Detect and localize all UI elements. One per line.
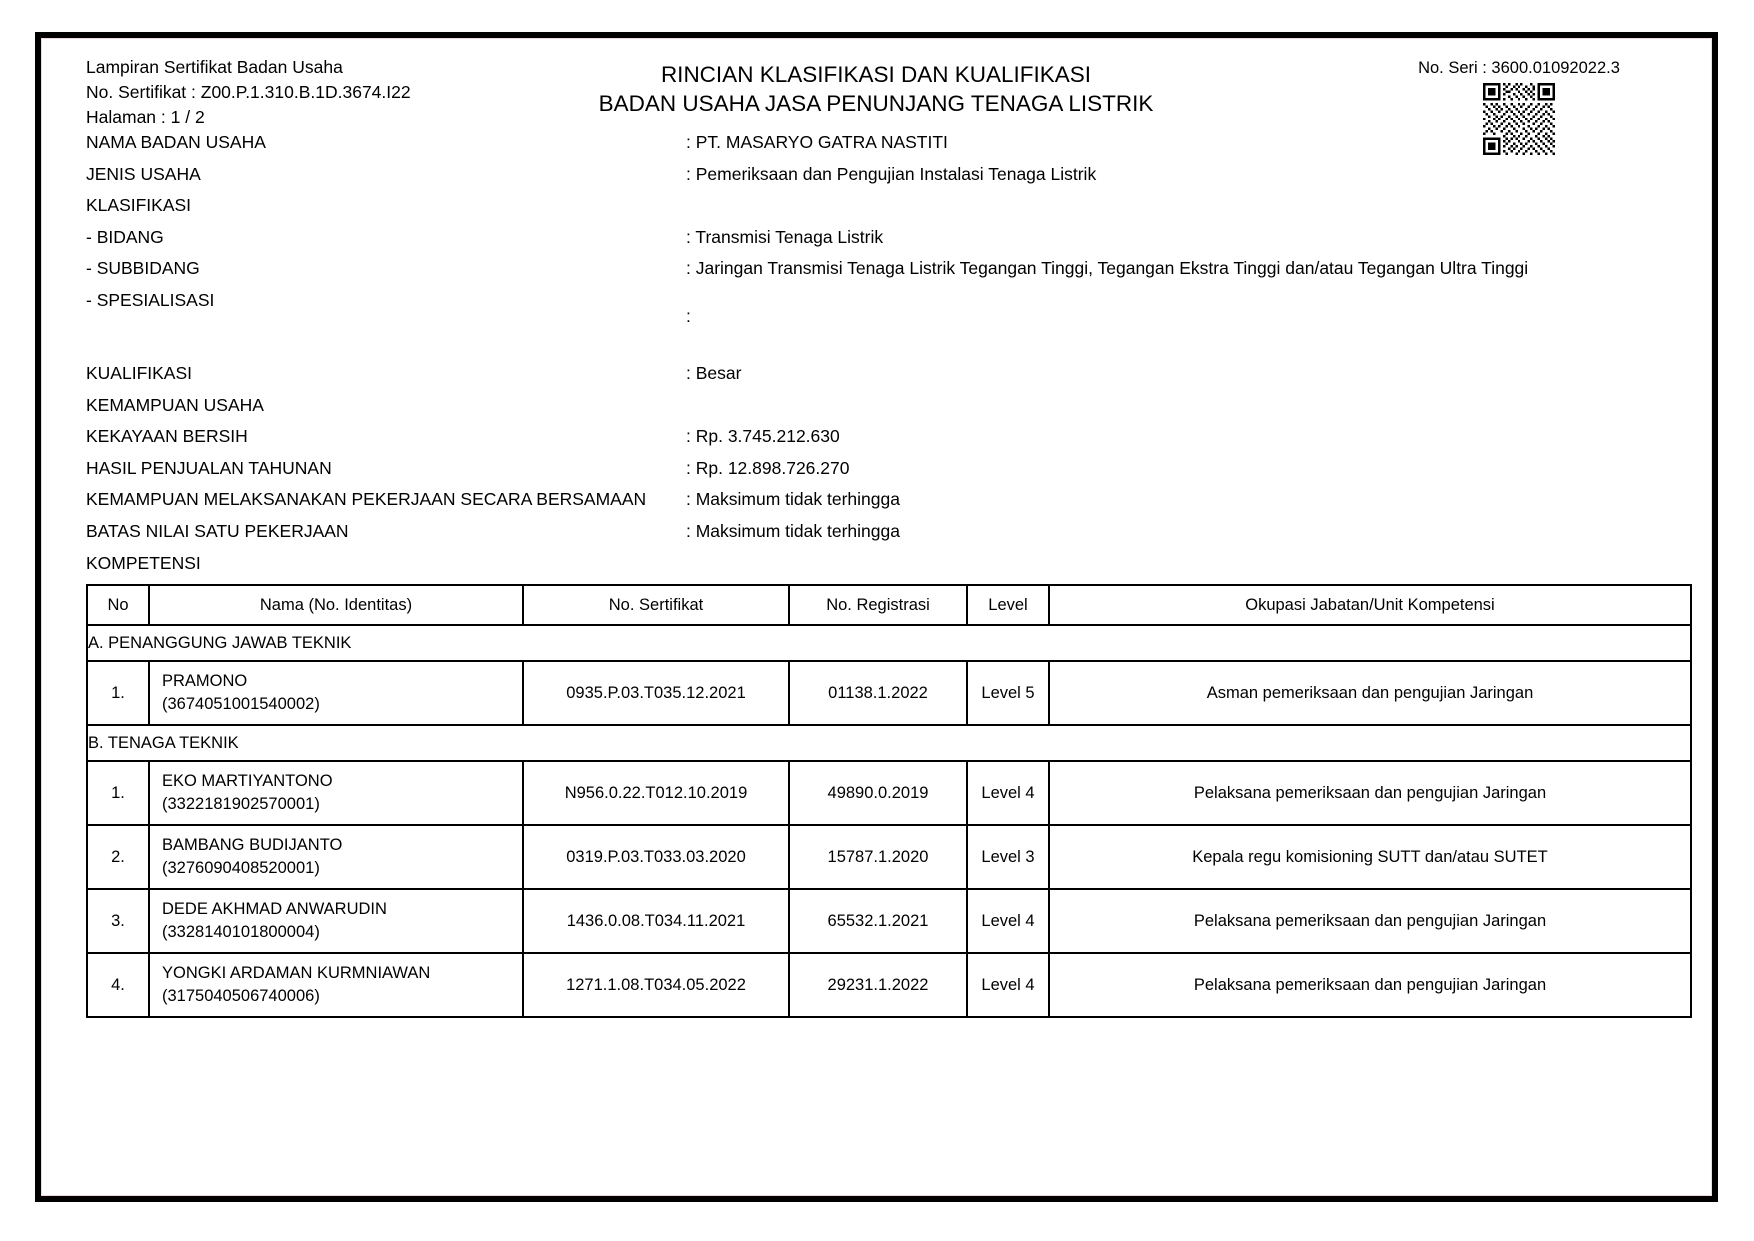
cell-no-sertifikat: N956.0.22.T012.10.2019 <box>523 761 789 825</box>
page-number: Halaman : 1 / 2 <box>86 107 205 127</box>
field-value: : <box>686 305 691 326</box>
cell-okupasi: Asman pemeriksaan dan pengujian Jaringan <box>1049 661 1691 725</box>
page-title <box>371 60 1381 118</box>
cell-no-sertifikat: 1271.1.08.T034.05.2022 <box>523 953 789 1017</box>
field-label: KEKAYAAN BERSIH <box>86 426 248 446</box>
column-header-no: No <box>87 585 149 625</box>
field-bidang <box>86 226 1686 258</box>
field-label: KLASIFIKASI <box>86 195 192 215</box>
field-label: KUALIFIKASI <box>86 363 193 383</box>
field-spesialisasi <box>86 289 1686 326</box>
field-label: BATAS NILAI SATU PEKERJAAN <box>86 520 349 541</box>
person-identity-number: (3328140101800004) <box>162 923 320 941</box>
field-label: - BIDANG <box>86 226 164 247</box>
cell-nama <box>149 889 523 953</box>
table-row <box>87 661 1691 725</box>
certificate-page-border <box>35 32 1718 1202</box>
field-value: : Transmisi Tenaga Listrik <box>686 226 884 247</box>
header-left-block <box>86 55 411 130</box>
cell-level: Level 4 <box>967 889 1049 953</box>
name-block <box>150 770 522 816</box>
attachment-label: Lampiran Sertifikat Badan Usaha <box>86 57 343 77</box>
field-hasil-penjualan-tahunan <box>86 457 1686 489</box>
page-content <box>41 38 1712 1196</box>
kompetensi-heading: KOMPETENSI <box>86 553 201 573</box>
certificate-fields <box>86 131 1686 551</box>
section-heading-row-a <box>87 625 1691 661</box>
field-kualifikasi <box>86 362 1686 394</box>
field-label: KEMAMPUAN MELAKSANAKAN PEKERJAAN SECARA BERSAMAAN <box>86 489 647 509</box>
cell-level: Level 5 <box>967 661 1049 725</box>
column-header-no-sertifikat: No. Sertifikat <box>523 585 789 625</box>
name-block <box>150 670 522 716</box>
kompetensi-table <box>86 584 1692 1018</box>
cell-no-registrasi: 01138.1.2022 <box>789 661 967 725</box>
cell-no: 2. <box>87 825 149 889</box>
column-header-nama: Nama (No. Identitas) <box>149 585 523 625</box>
field-value: : Jaringan Transmisi Tenaga Listrik Tegangan Tinggi, Tegangan Ekstra Tinggi dan/atau Tegangan Ultra Tinggi <box>686 258 1529 278</box>
certificate-number: No. Sertifikat : Z00.P.1.310.B.1D.3674.I22 <box>86 82 411 102</box>
cell-okupasi: Pelaksana pemeriksaan dan pengujian Jaringan <box>1049 889 1691 953</box>
cell-no-registrasi: 65532.1.2021 <box>789 889 967 953</box>
person-identity-number: (3276090408520001) <box>162 859 320 877</box>
table-row <box>87 761 1691 825</box>
cell-no: 1. <box>87 661 149 725</box>
section-heading-row-b <box>87 725 1691 761</box>
person-name: YONGKI ARDAMAN KURMNIAWAN <box>162 964 431 982</box>
table-row <box>87 825 1691 889</box>
field-value: : Rp. 3.745.212.630 <box>686 426 840 446</box>
column-header-okupasi: Okupasi Jabatan/Unit Kompetensi <box>1049 585 1691 625</box>
cell-okupasi: Pelaksana pemeriksaan dan pengujian Jaringan <box>1049 953 1691 1017</box>
title-line-2: BADAN USAHA JASA PENUNJANG TENAGA LISTRIK <box>598 91 1154 116</box>
person-name: BAMBANG BUDIJANTO <box>162 836 343 854</box>
serial-number: No. Seri : 3600.01092022.3 <box>1418 59 1620 77</box>
field-kemampuan-bersamaan <box>86 488 1686 520</box>
field-label: JENIS USAHA <box>86 163 201 184</box>
name-block <box>150 962 522 1008</box>
field-label: - SUBBIDANG <box>86 258 200 278</box>
cell-level: Level 4 <box>967 953 1049 1017</box>
name-block <box>150 898 522 944</box>
field-subbidang <box>86 257 1686 289</box>
cell-level: Level 4 <box>967 761 1049 825</box>
title-line-1: RINCIAN KLASIFIKASI DAN KUALIFIKASI <box>660 62 1092 87</box>
cell-no: 4. <box>87 953 149 1017</box>
person-name: EKO MARTIYANTONO <box>162 772 333 790</box>
field-value: : Pemeriksaan dan Pengujian Instalasi Tenaga Listrik <box>686 163 1097 184</box>
person-identity-number: (3322181902570001) <box>162 795 320 813</box>
column-header-no-registrasi: No. Registrasi <box>789 585 967 625</box>
field-label: - SPESIALISASI <box>86 289 215 310</box>
cell-okupasi: Kepala regu komisioning SUTT dan/atau SUTET <box>1049 825 1691 889</box>
person-identity-number: (3175040506740006) <box>162 987 320 1005</box>
field-value: : Rp. 12.898.726.270 <box>686 457 850 478</box>
cell-no-sertifikat: 0319.P.03.T033.03.2020 <box>523 825 789 889</box>
table-row <box>87 953 1691 1017</box>
cell-level: Level 3 <box>967 825 1049 889</box>
cell-nama <box>149 825 523 889</box>
person-name: DEDE AKHMAD ANWARUDIN <box>162 900 387 918</box>
table-header-row <box>87 585 1691 625</box>
cell-nama <box>149 953 523 1017</box>
cell-no-registrasi: 29231.1.2022 <box>789 953 967 1017</box>
cell-no: 3. <box>87 889 149 953</box>
cell-no-sertifikat: 0935.P.03.T035.12.2021 <box>523 661 789 725</box>
field-jenis-usaha <box>86 163 1686 195</box>
person-identity-number: (3674051001540002) <box>162 695 320 713</box>
field-batas-nilai-satu-pekerjaan <box>86 520 1686 552</box>
field-kekayaan-bersih <box>86 425 1686 457</box>
field-label: NAMA BADAN USAHA <box>86 132 266 152</box>
field-nama-badan-usaha <box>86 131 1686 163</box>
section-heading-b: B. TENAGA TEKNIK <box>87 725 1691 761</box>
field-label: KEMAMPUAN USAHA <box>86 394 264 415</box>
field-value: : PT. MASARYO GATRA NASTITI <box>686 132 948 152</box>
field-value: : Maksimum tidak terhingga <box>686 520 900 541</box>
field-value: : Besar <box>686 363 742 383</box>
column-header-level: Level <box>967 585 1049 625</box>
cell-no-registrasi: 49890.0.2019 <box>789 761 967 825</box>
table-row <box>87 889 1691 953</box>
cell-nama <box>149 661 523 725</box>
cell-no-sertifikat: 1436.0.08.T034.11.2021 <box>523 889 789 953</box>
cell-no-registrasi: 15787.1.2020 <box>789 825 967 889</box>
field-value: : Maksimum tidak terhingga <box>686 489 900 509</box>
field-klasifikasi <box>86 194 1686 226</box>
section-heading-a: A. PENANGGUNG JAWAB TEKNIK <box>87 625 1691 661</box>
person-name: PRAMONO <box>162 672 248 690</box>
cell-no: 1. <box>87 761 149 825</box>
field-label: HASIL PENJUALAN TAHUNAN <box>86 457 332 478</box>
cell-okupasi: Pelaksana pemeriksaan dan pengujian Jaringan <box>1049 761 1691 825</box>
field-spacer <box>86 320 1686 362</box>
field-kemampuan-usaha <box>86 394 1686 426</box>
name-block <box>150 834 522 880</box>
cell-nama <box>149 761 523 825</box>
